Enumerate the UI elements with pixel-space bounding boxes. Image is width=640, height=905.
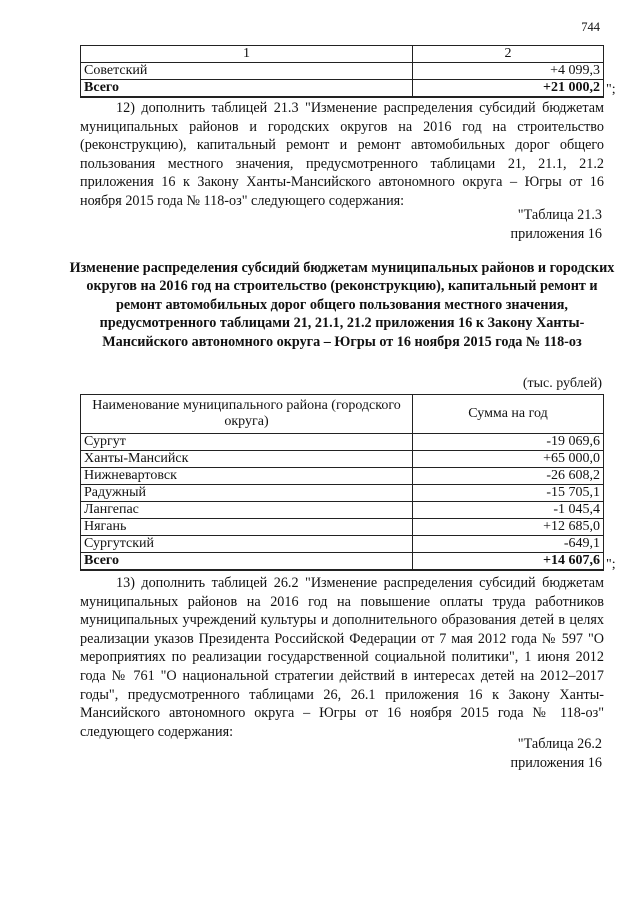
paragraph-12 xyxy=(80,99,604,211)
amount-value: -649,1 xyxy=(413,536,604,553)
paragraph-13-text: 13) дополнить таблицей 26.2 "Изменение распределения субсидий бюджетам муниципальных районов на 2016 год на повышение оплаты труда работников муниципальных учреждений культуры и дополнительного образования детей в целях реализации указов Президента Российской Федерации от 7 мая 2012 года № 597 "О мероприятиях по реализации государственной социальной политики", 1 июня 2012 года № 761 "О национальной стратегии действий в интересах детей на 2012–2017 годы", предусмотренного таблицами 26, 26.1 приложения 16 к Закону Ханты-Мансийского автономного округа – Югры от 16 ноября 2015 года № 118-оз" следующего содержания: xyxy=(80,575,604,740)
table-row xyxy=(81,485,604,502)
district-name: Сургут xyxy=(81,434,413,451)
district-name: Советский xyxy=(81,63,413,80)
table-row xyxy=(81,536,604,553)
total-label: Всего xyxy=(81,553,413,571)
paragraph-12-text: 12) дополнить таблицей 21.3 "Изменение распределения субсидий бюджетам муниципальных районов и городских округов на 2016 год на строительство (реконструкцию), капитальный ремонт и ремонт автомобильных дорог общего пользования местного значения, предусмотренного таблицами 21, 21.1, 21.2 приложения 16 к Закону Ханты-Мансийского автономного округа – Югры от 16 ноября 2015 года № 118-оз" следующего содержания: xyxy=(80,100,604,209)
table-row xyxy=(81,519,604,536)
table-row xyxy=(81,468,604,485)
district-name: Сургутский xyxy=(81,536,413,553)
amount-value: +4 099,3 xyxy=(413,63,604,80)
total-value: +14 607,6 xyxy=(413,553,604,571)
district-name: Нижневартовск xyxy=(81,468,413,485)
table-header-row xyxy=(81,46,604,63)
district-name: Нягань xyxy=(81,519,413,536)
paragraph-13 xyxy=(80,574,604,741)
column-header: Наименование муниципального района (городского округа) xyxy=(81,395,413,434)
reference-line: приложения 16 xyxy=(510,225,602,242)
total-label: Всего xyxy=(81,80,413,98)
table-row xyxy=(81,502,604,519)
table-row xyxy=(81,63,604,80)
table-row xyxy=(81,451,604,468)
reference-line: приложения 16 xyxy=(510,754,602,771)
district-name: Ханты-Мансийск xyxy=(81,451,413,468)
units-label: (тыс. рублей) xyxy=(522,376,602,391)
column-header: 2 xyxy=(413,46,604,63)
table-header-row xyxy=(81,395,604,434)
amount-value: -19 069,6 xyxy=(413,434,604,451)
column-header: Сумма на год xyxy=(413,395,604,434)
table-continuation xyxy=(80,45,604,98)
amount-value: +65 000,0 xyxy=(413,451,604,468)
amount-value: -1 045,4 xyxy=(413,502,604,519)
reference-line: "Таблица 26.2 xyxy=(517,736,602,752)
table-closing-quote: "; xyxy=(606,557,616,572)
total-value: +21 000,2 xyxy=(413,80,604,98)
total-row xyxy=(81,553,604,571)
column-header: 1 xyxy=(81,46,413,63)
table-reference-26-2 xyxy=(511,735,602,772)
district-name: Лангепас xyxy=(81,502,413,519)
table-reference-21-3 xyxy=(511,206,602,243)
amount-value: +12 685,0 xyxy=(413,519,604,536)
subsidy-table xyxy=(80,394,604,571)
table-heading: Изменение распределения субсидий бюджетам муниципальных районов и городских округов на 2016 год на строительство (реконструкцию), капитальный ремонт и ремонт автомобильных дорог общего пользования местного значения, предусмотренного таблицами 21, 21.1, 21.2 приложения 16 к Закону Ханты-Мансийского автономного округа – Югры от 16 ноября 2015 года № 118-оз xyxy=(69,260,615,350)
district-name: Радужный xyxy=(81,485,413,502)
amount-value: -15 705,1 xyxy=(413,485,604,502)
reference-line: "Таблица 21.3 xyxy=(517,207,602,223)
total-row xyxy=(81,80,604,98)
table-closing-quote: "; xyxy=(606,82,616,97)
amount-value: -26 608,2 xyxy=(413,468,604,485)
table-row xyxy=(81,434,604,451)
page-number: 744 xyxy=(581,20,600,34)
